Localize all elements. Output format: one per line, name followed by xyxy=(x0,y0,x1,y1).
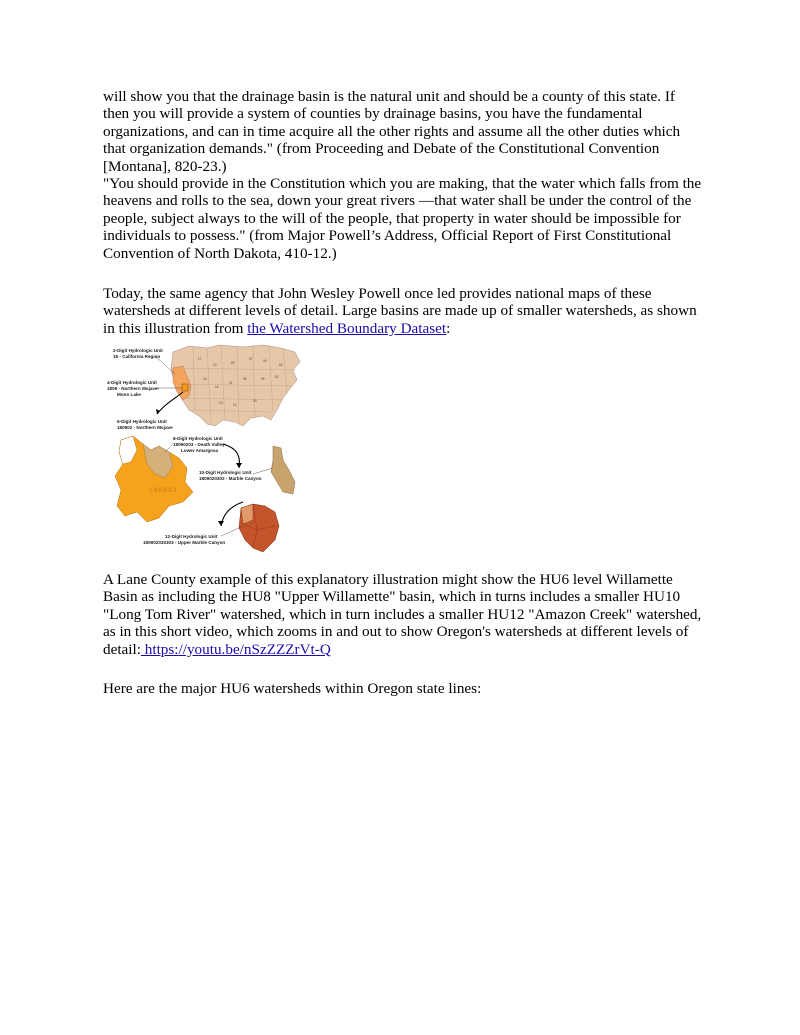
watershed-boundary-dataset-link[interactable]: the Watershed Boundary Dataset xyxy=(247,319,447,337)
svg-text:13: 13 xyxy=(219,401,223,405)
paragraph-powell-quote: "You should provide in the Constitution which you are making, that the water which falls from the heavens and rolls to the sea, down your great rivers —that water shall be under the control of the people, subject always to the will of the people, that property in water should be impossible for individuals to possess." (from Major Powell’s Address, Official Report of First Constitutional Convention of North Dakota, 410-12.) xyxy=(103,175,702,262)
svg-text:10: 10 xyxy=(213,363,217,367)
svg-text:11: 11 xyxy=(229,381,233,385)
label-2digit-title: 2-Digit Hydrologic Unit xyxy=(113,348,163,353)
label-10digit-name: 1809020303 - Marble Canyon xyxy=(199,476,262,481)
svg-text:09: 09 xyxy=(231,361,235,365)
label-4digit-title: 4-Digit Hydrologic Unit xyxy=(107,380,157,385)
paragraph-lane-county-text: A Lane County example of this explanatory illustration might show the HU6 level Willamette Basin as including the HU8 "Upper Willamette" basin, which in turns includes a smaller HU10 "Long Tom River" watershed, which in turn includes a smaller HU12 "Amazon Creek" watershed, as in this short video, which zooms in and out to show Oregon's watersheds at different levels of detail: xyxy=(103,571,702,658)
svg-text:14: 14 xyxy=(215,385,219,389)
svg-text:07: 07 xyxy=(249,357,253,361)
label-2digit-name: 18 - California Region xyxy=(113,354,161,359)
label-8digit-name-cont: Lower Amargosa xyxy=(181,448,219,453)
label-8digit-title: 8-Digit Hydrologic Unit xyxy=(173,436,223,441)
paragraph-montana-quote: will show you that the drainage basin is the natural unit and should be a county of this state. If then you will provide a system of counties by drainage basins, you have the fundamental organizations, and can in time acquire all the other rights and assume all the other duties which that organization demands." (from Proceeding and Debate of the Constitutional Convention [Montana], 820-23.) xyxy=(103,88,681,175)
label-12digit-name: 180902030303 - Upper Marble Canyon xyxy=(143,540,226,545)
svg-text:05: 05 xyxy=(261,377,265,381)
label-10digit-title: 10-Digit Hydrologic Unit xyxy=(199,470,252,475)
label-12digit-title: 12-Digit Hydrologic Unit xyxy=(165,534,218,539)
hydrologic-unit-illustration xyxy=(103,340,303,555)
paragraph-watershed-intro-end: : xyxy=(446,319,451,337)
basin-code-label: 180902 xyxy=(149,488,179,494)
svg-text:16: 16 xyxy=(203,377,207,381)
label-6digit-title: 6-Digit Hydrologic Unit xyxy=(117,419,167,424)
paragraph-hu6-intro: Here are the major HU6 watersheds within Oregon state lines: xyxy=(103,680,482,697)
paragraph-watershed-intro-text: Today, the same agency that John Wesley Powell once led provides national maps of these watersheds at different levels of detail. Large basins are made up of smaller watersheds, as shown in this illustration from xyxy=(103,285,697,337)
svg-text:04: 04 xyxy=(263,359,267,363)
label-8digit-name: 18090203 - Death Valley- xyxy=(173,442,227,447)
paragraph-watershed-intro xyxy=(103,285,703,337)
svg-text:02: 02 xyxy=(275,375,279,379)
label-4digit-name-cont: Mono Lake xyxy=(117,392,141,397)
region-1809-highlight xyxy=(182,384,188,391)
svg-text:01: 01 xyxy=(279,363,283,367)
svg-text:08: 08 xyxy=(243,377,247,381)
label-6digit-name: 180902 - Northern Mojave xyxy=(117,425,173,430)
arrow-zoom-1 xyxy=(157,392,183,414)
hu10-basin-shape xyxy=(271,446,295,494)
youtube-video-link[interactable]: https://youtu.be/nSzZZZrVt-Q xyxy=(140,640,331,658)
paragraph-lane-county xyxy=(103,571,703,658)
svg-text:12: 12 xyxy=(233,403,237,407)
label-4digit-name: 1809 - Northern Mojave- xyxy=(107,386,160,391)
svg-text:03: 03 xyxy=(253,399,257,403)
svg-text:17: 17 xyxy=(198,357,202,361)
